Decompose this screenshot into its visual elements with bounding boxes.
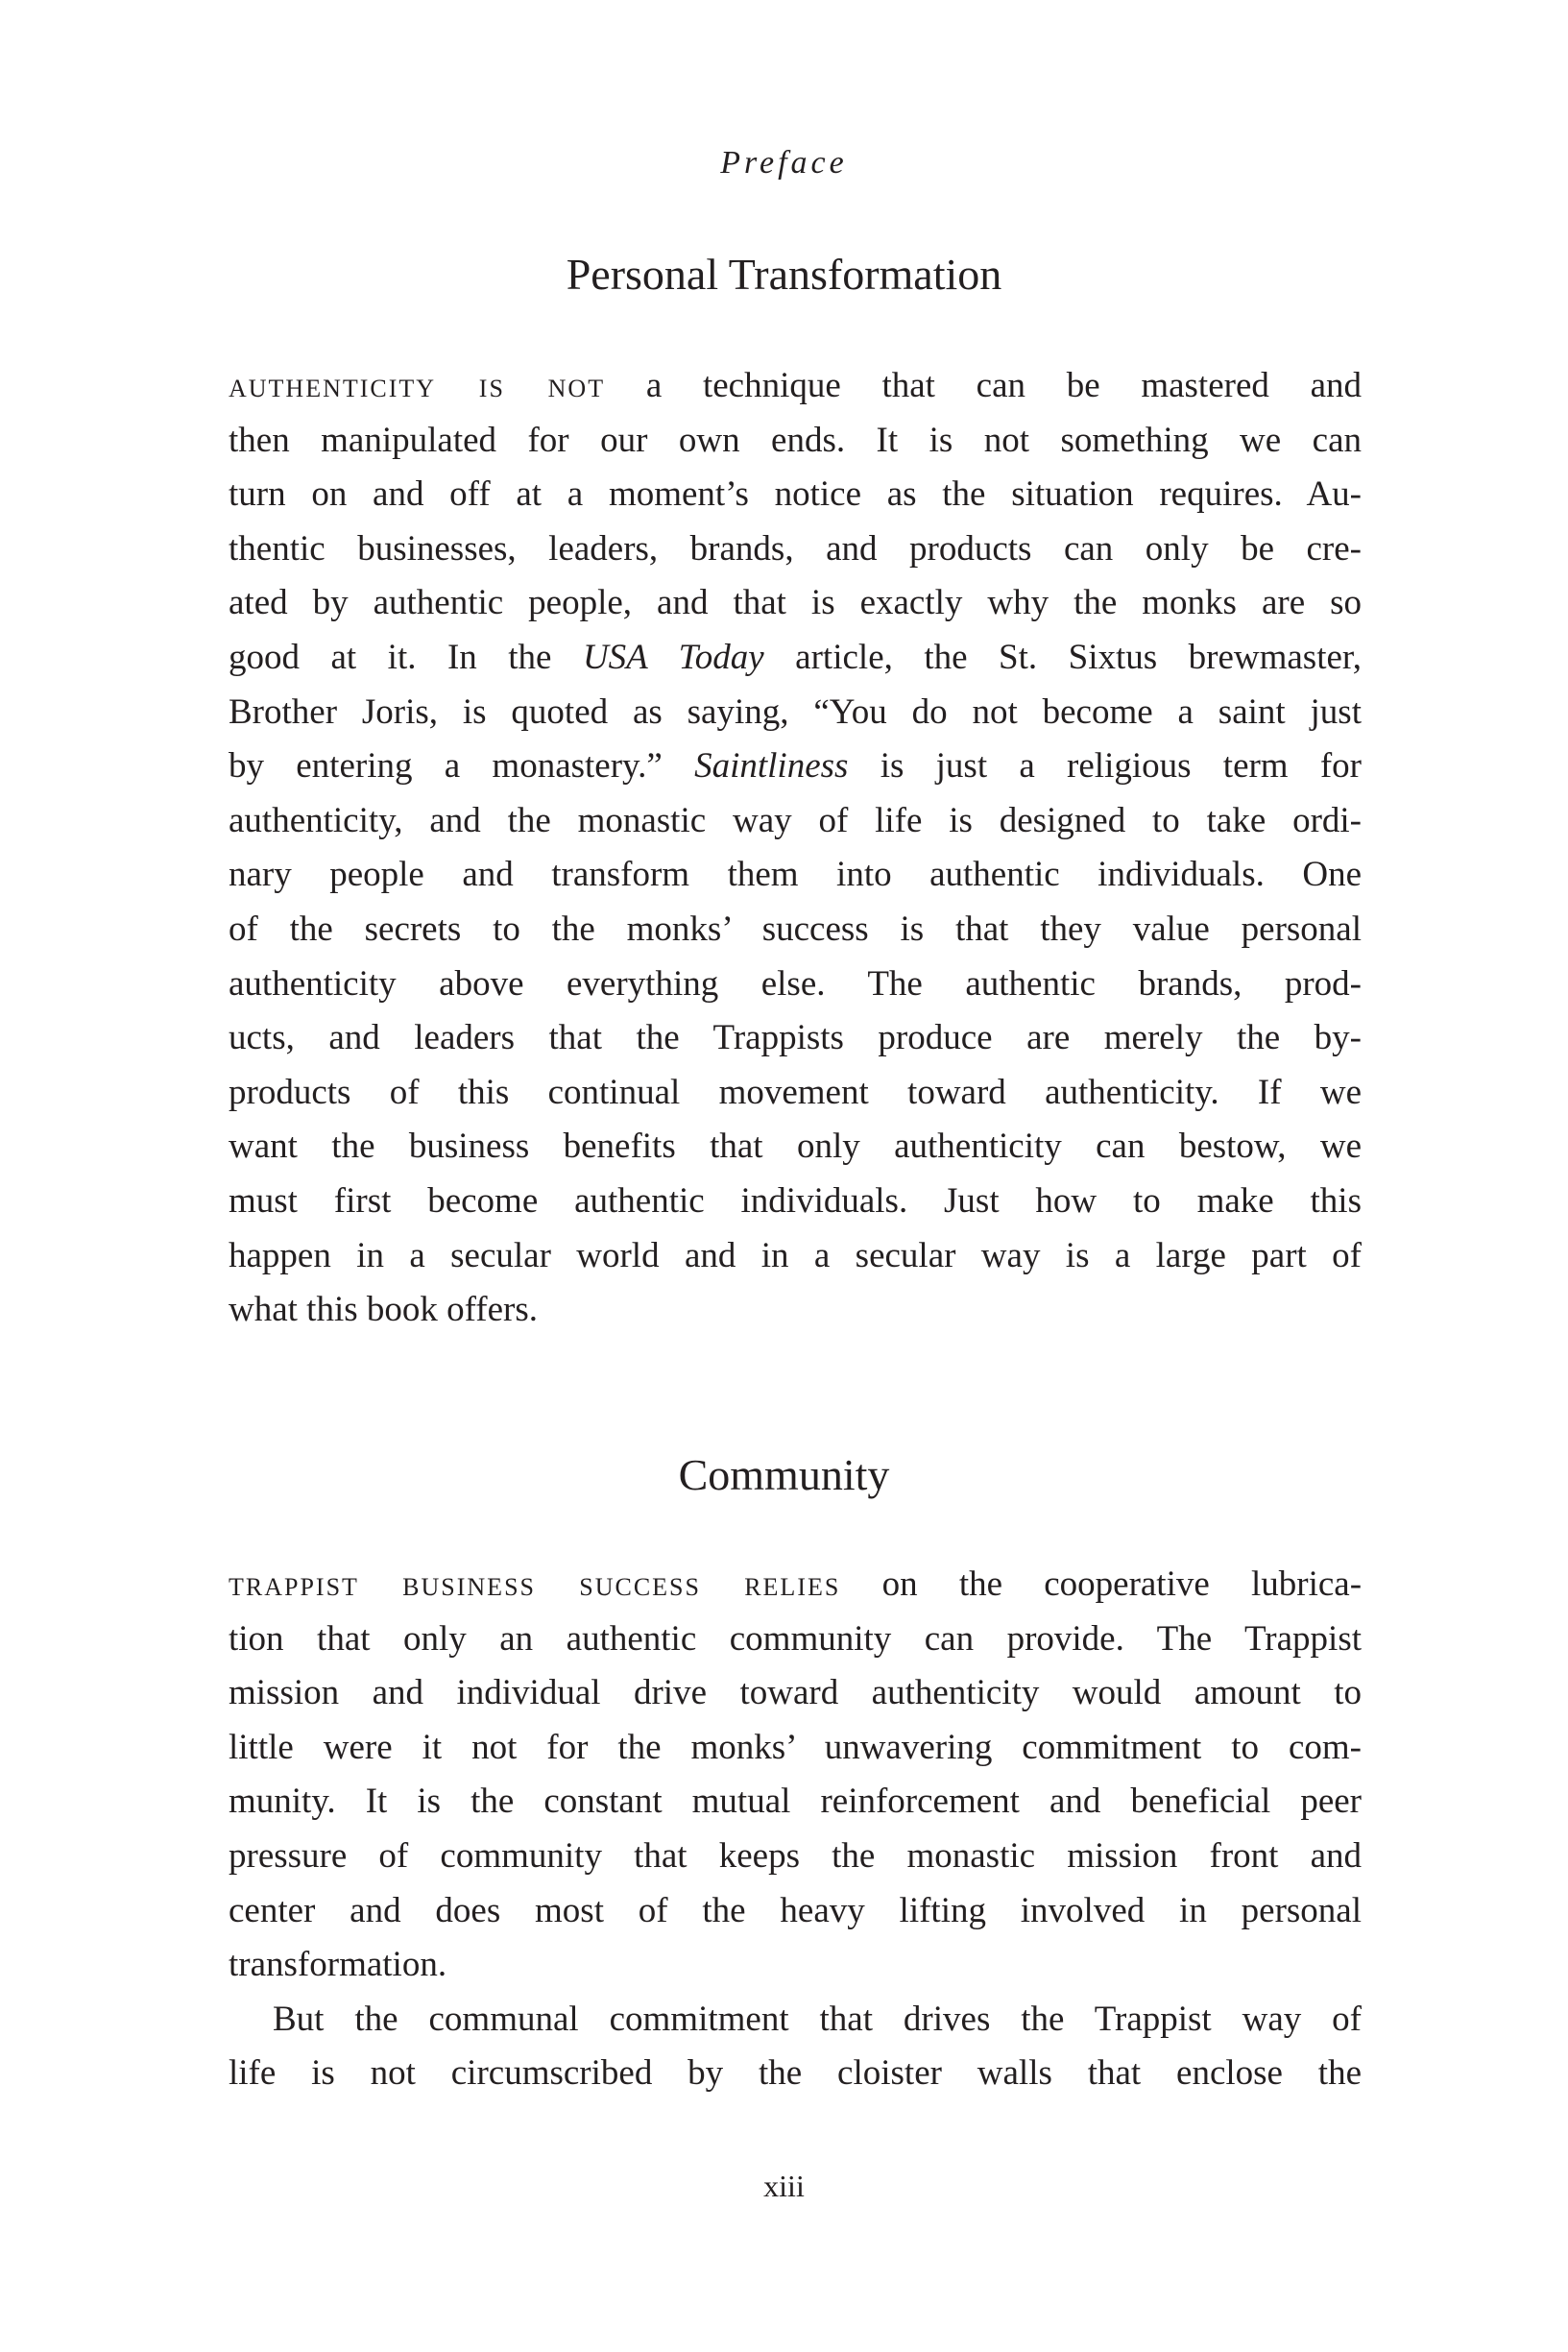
body-line: nary people and transform them into authentic individuals. One xyxy=(229,855,1362,895)
page-number: xiii xyxy=(763,2169,805,2203)
italic-usa-today: USA Today xyxy=(582,637,764,677)
body-line: by entering a monastery.” Saintliness is just a religious term for xyxy=(229,746,1362,787)
body-line: must first become authentic individuals. Just how to make this xyxy=(229,1180,1362,1221)
body-line: munity. It is the constant mutual reinforcement and beneficial peer xyxy=(229,1782,1362,1822)
body-line: then manipulated for our own ends. It is not something we can xyxy=(229,420,1362,460)
section-title-community: Community xyxy=(678,1450,890,1499)
body-line: authenticity is not a technique that can be mastered and xyxy=(229,366,1362,405)
body-line: mission and individual drive toward authenticity would amount to xyxy=(229,1673,1362,1713)
body-line: good at it. In the USA Today article, the St. Sixtus brewmaster, xyxy=(229,637,1362,677)
body-line: thentic businesses, leaders, brands, and products can only be cre- xyxy=(229,528,1362,569)
body-line: of the secrets to the monks’ success is that they value personal xyxy=(229,909,1362,949)
section-title-personal-transformation: Personal Transformation xyxy=(566,250,1002,299)
body-line: ucts, and leaders that the Trappists produce are merely the by- xyxy=(229,1018,1362,1058)
lead-in-small-caps: authenticity is not xyxy=(229,366,606,405)
section-body-community xyxy=(229,1558,1362,2101)
body-line: want the business benefits that only authenticity can bestow, we xyxy=(229,1127,1362,1167)
body-line: turn on and off at a moment’s notice as the situation requires. Au- xyxy=(229,474,1362,515)
body-line: little were it not for the monks’ unwavering commitment to com- xyxy=(229,1727,1362,1767)
body-line: tion that only an authentic community can provide. The Trappist xyxy=(229,1618,1362,1659)
body-line: authenticity, and the monastic way of life is designed to take ordi- xyxy=(229,800,1362,840)
running-head: Preface xyxy=(720,145,848,181)
body-line: products of this continual movement toward authenticity. If we xyxy=(229,1072,1362,1112)
section-body-personal-transformation xyxy=(229,359,1362,1338)
body-line: ated by authentic people, and that is exactly why the monks are so xyxy=(229,583,1362,623)
body-line: happen in a secular world and in a secular way is a large part of xyxy=(229,1235,1362,1275)
body-line: transformation. xyxy=(229,1945,447,1985)
body-line-paragraph-start: But the communal commitment that drives the Trappist way of xyxy=(273,1999,1362,2039)
italic-saintliness: Saintliness xyxy=(694,746,849,787)
lead-in-small-caps: trappist business success relies xyxy=(229,1564,841,1604)
body-line: what this book offers. xyxy=(229,1290,538,1330)
body-line: life is not circumscribed by the cloister walls that enclose the xyxy=(229,2053,1362,2094)
body-line: trappist business success relies on the cooperative lubrica- xyxy=(229,1564,1363,1604)
body-line: pressure of community that keeps the monastic mission front and xyxy=(229,1835,1362,1876)
body-line: authenticity above everything else. The authentic brands, prod- xyxy=(229,963,1362,1004)
body-line: Brother Joris, is quoted as saying, “You do not become a saint just xyxy=(229,691,1362,732)
body-line: center and does most of the heavy lifting involved in personal xyxy=(229,1890,1362,1930)
